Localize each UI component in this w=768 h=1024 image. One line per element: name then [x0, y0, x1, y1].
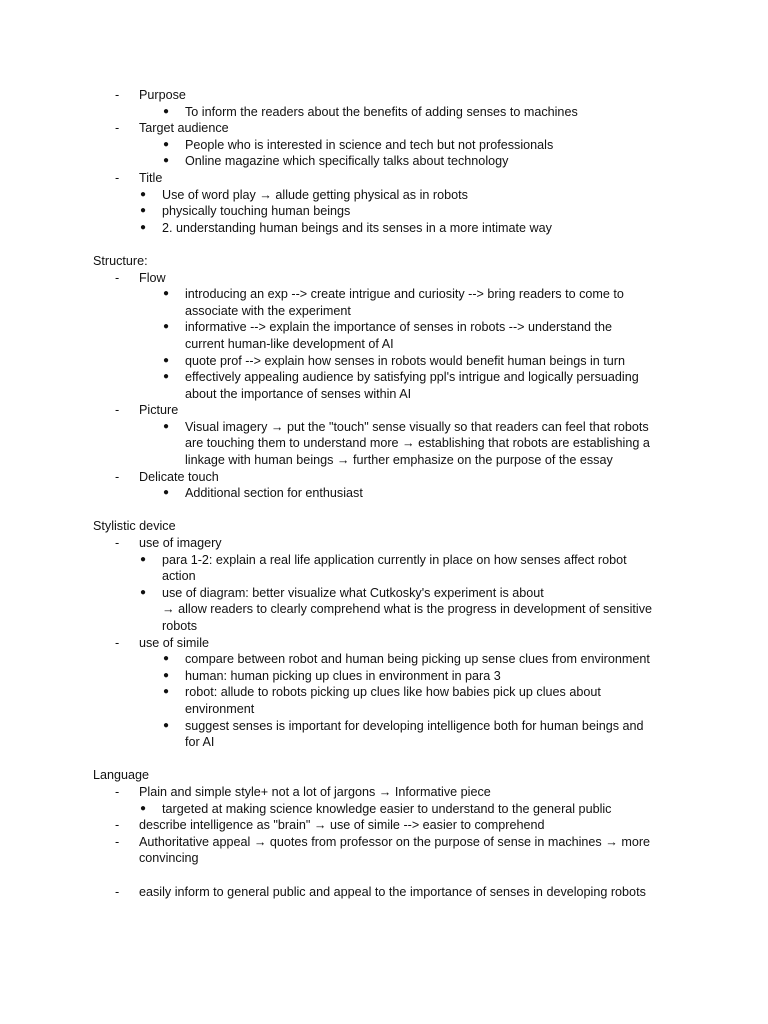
dash-bullet: - [115, 88, 120, 102]
imagery-label: use of imagery [139, 536, 222, 551]
bullet-icon: ● [163, 487, 170, 499]
list-item-continuation: action [162, 569, 196, 584]
target-audience-label: Target audience [139, 121, 229, 136]
list-item-continuation: associate with the experiment [185, 303, 351, 318]
list-item-continuation: are touching them to understand more → establishing that robots are establishing a [185, 436, 650, 451]
bullet-icon: ● [140, 188, 147, 200]
list-item [0, 402, 768, 419]
dash-bullet: - [115, 884, 120, 899]
list-item: ● suggest senses is important for developing intelligence both for human beings and [163, 718, 644, 733]
title-label: Title [139, 170, 163, 185]
list-item: ● targeted at making science knowledge easier to understand to the general public [140, 801, 612, 816]
section-heading: Stylistic device [93, 519, 176, 534]
section-heading: Structure: [93, 253, 148, 268]
list-item: - describe intelligence as "brain" → use of simile --> easier to comprehend [115, 818, 545, 833]
dash-bullet: - [115, 403, 120, 418]
list-item: ● effectively appealing audience by satisfying ppl's intrigue and logically persuading [163, 370, 639, 385]
list-item [0, 784, 768, 801]
list-item: ● para 1-2: explain a real life application currently in place on how senses affect robot [140, 552, 627, 567]
dash-bullet: - [115, 270, 120, 285]
list-item: ● physically touching human beings [140, 204, 351, 219]
list-item [0, 469, 768, 486]
dash-bullet: - [115, 784, 120, 799]
list-item-continuation: current human-like development of AI [185, 336, 394, 351]
list-item: ● robot: allude to robots picking up clues like how babies pick up clues about [163, 685, 601, 700]
bullet-icon: ● [140, 553, 147, 565]
bullet-icon: ● [163, 653, 170, 665]
bullet-icon: ● [163, 420, 170, 432]
picture-label: Picture [139, 403, 179, 418]
document-page [0, 87, 768, 900]
bullet-icon: ● [140, 221, 147, 233]
list-item-continuation: about the importance of senses within AI [185, 386, 412, 401]
list-item: ● introducing an exp --> create intrigue and curiosity --> bring readers to come to [163, 287, 624, 302]
list-item: ● Visual imagery → put the "touch" sense visually so that readers can feel that robots [163, 419, 649, 434]
list-item [0, 535, 768, 552]
list-item: ● 2. understanding human beings and its senses in a more intimate way [140, 220, 552, 235]
dash-bullet: - [115, 635, 120, 650]
list-item: ● compare between robot and human being picking up sense clues from environment [163, 652, 650, 667]
dash-bullet: - [115, 818, 120, 833]
bullet-icon: ● [163, 321, 170, 333]
bullet-icon: ● [140, 586, 147, 598]
list-item: - Authoritative appeal → quotes from professor on the purpose of sense in machines → more [115, 834, 651, 849]
bullet-icon: ● [163, 138, 170, 150]
list-item-continuation: for AI [185, 735, 215, 750]
list-item-continuation: environment [185, 701, 255, 716]
bullet-icon: ● [163, 288, 170, 300]
list-item-continuation: linkage with human beings → further emphasize on the purpose of the essay [185, 453, 613, 468]
bullet-icon: ● [140, 802, 147, 814]
list-item: ● human: human picking up clues in environment in para 3 [163, 668, 501, 683]
purpose-label: Purpose [139, 88, 186, 102]
plain-style-label: Plain and simple style+ not a lot of jargons → Informative piece [139, 784, 491, 799]
bullet-icon: ● [163, 105, 170, 117]
list-item [0, 120, 768, 137]
bullet-icon: ● [163, 155, 170, 167]
list-item: ● To inform the readers about the benefits of adding senses to machines [163, 104, 578, 119]
list-item-continuation: robots [162, 619, 198, 633]
dash-bullet: - [115, 170, 120, 185]
dash-bullet: - [115, 536, 120, 551]
dash-bullet: - [115, 121, 120, 136]
list-item: ● Use of word play → allude getting physical as in robots [140, 187, 468, 202]
section-heading: Language [93, 768, 150, 783]
list-item: - easily inform to general public and appeal to the importance of senses in developing robots [115, 884, 646, 899]
list-item: ● Additional section for enthusiast [163, 486, 363, 501]
list-item: ● use of diagram: better visualize what Cutkosky's experiment is about [140, 585, 544, 600]
dash-bullet: - [115, 834, 120, 849]
bullet-icon: ● [140, 205, 147, 217]
bullet-icon: ● [163, 719, 170, 731]
list-item: ● quote prof --> explain how senses in robots would benefit human beings in turn [163, 353, 626, 368]
flow-label: Flow [139, 270, 166, 285]
list-item: ● informative --> explain the importance of senses in robots --> understand the [163, 320, 613, 335]
list-item: ● People who is interested in science and tech but not professionals [163, 137, 554, 152]
list-item-continuation: convincing [139, 851, 199, 866]
bullet-icon: ● [163, 686, 170, 698]
simile-label: use of simile [139, 635, 209, 650]
bullet-icon: ● [163, 669, 170, 681]
list-item [0, 270, 768, 287]
delicate-touch-label: Delicate touch [139, 469, 219, 484]
dash-bullet: - [115, 469, 120, 484]
bullet-icon: ● [163, 371, 170, 383]
list-item [0, 170, 768, 187]
list-item [0, 635, 768, 652]
bullet-icon: ● [163, 354, 170, 366]
list-item-continuation: → allow readers to clearly comprehend what is the progress in development of sensitive [162, 602, 653, 617]
list-item [0, 87, 768, 104]
list-item: ● Online magazine which specifically talks about technology [163, 154, 509, 169]
